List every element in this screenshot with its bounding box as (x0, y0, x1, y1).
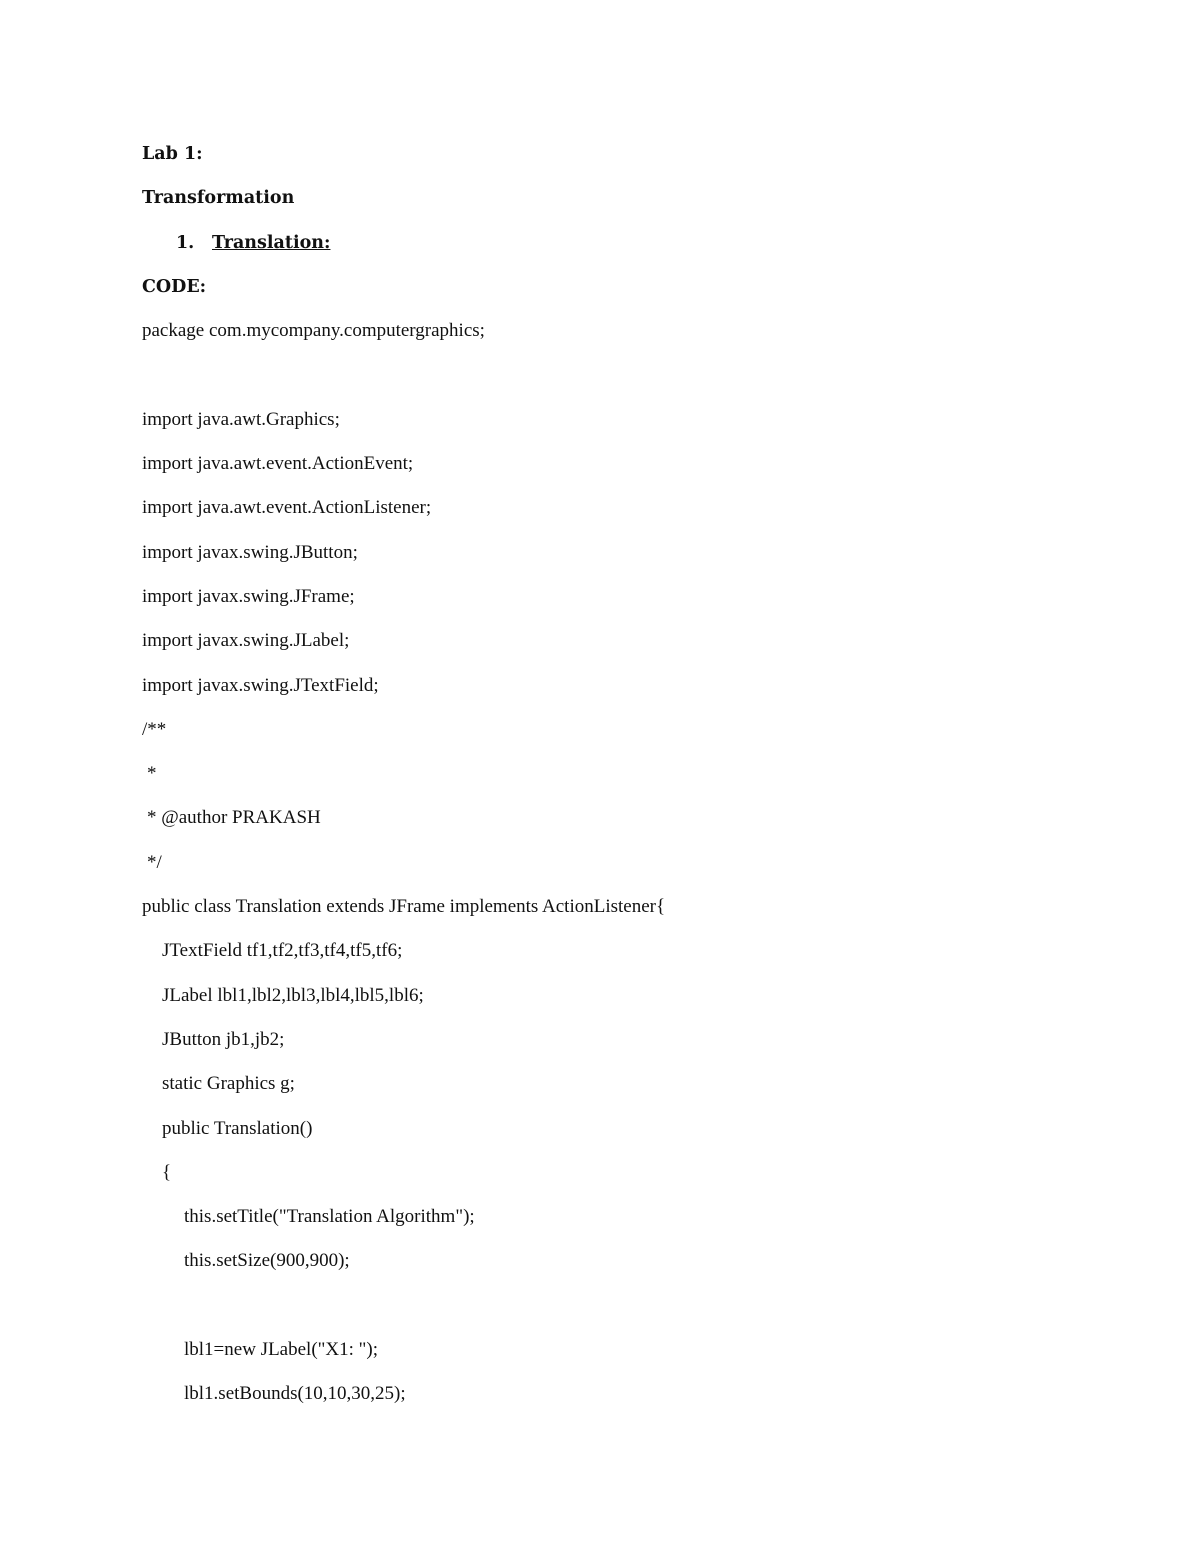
code-line-brace: { (162, 1161, 172, 1183)
code-line-statement: this.setSize(900,900); (184, 1250, 350, 1272)
code-line-constructor: public Translation() (162, 1117, 313, 1139)
code-label: CODE: (142, 276, 207, 297)
code-line-package: package com.mycompany.computergraphics; (142, 320, 485, 342)
code-line-statement: lbl1=new JLabel("X1: "); (184, 1339, 379, 1361)
code-line-statement: this.setTitle("Translation Algorithm"); (184, 1206, 475, 1228)
code-line-import: import javax.swing.JLabel; (142, 630, 350, 652)
document-content (142, 140, 1092, 1425)
blank-line (142, 1292, 1092, 1336)
blank-line (142, 361, 1092, 405)
code-line-class-declaration: public class Translation extends JFrame implements ActionListener{ (142, 896, 666, 918)
code-line-import: import javax.swing.JFrame; (142, 585, 355, 607)
code-line-comment: /** (142, 718, 167, 740)
code-line-import: import java.awt.event.ActionEvent; (142, 453, 414, 475)
code-line-field: JTextField tf1,tf2,tf3,tf4,tf5,tf6; (162, 940, 403, 962)
code-line-statement: lbl1.setBounds(10,10,30,25); (184, 1383, 406, 1405)
code-line-import: import javax.swing.JTextField; (142, 674, 379, 696)
numbered-list-item (142, 229, 1092, 273)
list-number: 1. (176, 232, 195, 253)
code-line-field: JLabel lbl1,lbl2,lbl3,lbl4,lbl5,lbl6; (162, 984, 424, 1006)
code-line-import: import javax.swing.JButton; (142, 541, 358, 563)
code-line-field: static Graphics g; (162, 1073, 295, 1095)
code-line-import: import java.awt.event.ActionListener; (142, 497, 432, 519)
list-item-label: Translation: (212, 232, 331, 253)
code-line-comment: * @author PRAKASH (147, 807, 321, 829)
lab-title: Lab 1: (142, 144, 203, 164)
code-line-import: import java.awt.Graphics; (142, 408, 340, 430)
code-line-field: JButton jb1,jb2; (162, 1028, 285, 1050)
code-line-comment: * (147, 763, 157, 785)
section-title: Transformation (142, 188, 295, 209)
code-line-comment: */ (147, 851, 162, 873)
